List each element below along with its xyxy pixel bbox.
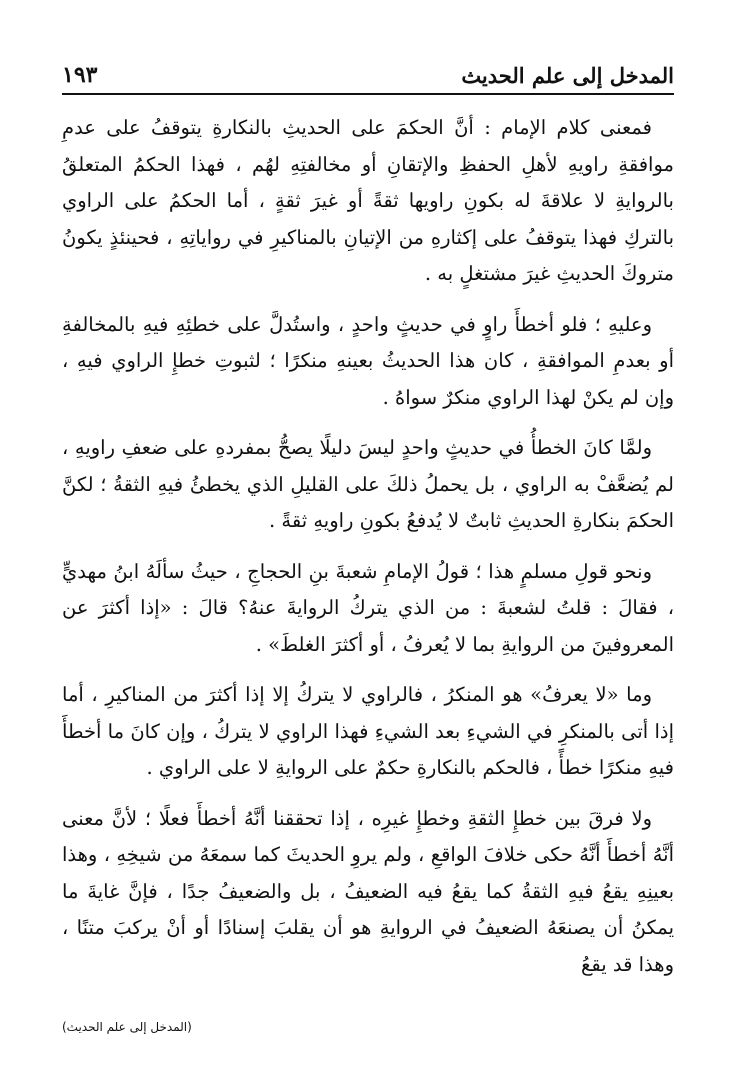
paragraph: وعليهِ ؛ فلو أخطأَ راوٍ في حديثٍ واحدٍ ، واستُدلَّ على خطئِهِ فيهِ بالمخالفةِ أو بعدمِ الموافقةِ ، كان هذا الحديثُ بعينهِ منكرًا ؛ لثبوتِ خطإِ الراوي فيهِ ، وإن لم يكنْ لهذا الراوي منكرٌ سواهُ .: [62, 312, 674, 409]
paragraph: ولا فرقَ بين خطإِ الثقةِ وخطإِ غيرِه ، إذا تحققنا أنَّهُ أخطأَ فعلًا ؛ لأنَّ معنى أنَّهُ أخطأَ أنَّهُ حكى خلافَ الواقعِ ، ولم يروِ الحديثَ كما سمعَهُ من شيخِهِ ، وهذا بعينِهِ يقعُ فيهِ الثقةُ كما يقعُ فيه الضعيفُ ، بل والضعيفُ جدًا ، فإنَّ غايةَ ما يمكنُ أن يصنعَهُ الضعيفُ في الروايةِ هو أن يقلبَ إسنادًا أو أنْ يركبَ متنًا ، وهذا قد يقعُ: [62, 806, 674, 976]
page-number: ١٩٣: [62, 62, 98, 88]
body-text: [62, 110, 674, 997]
paragraph: ولمَّا كانَ الخطأُ في حديثٍ واحدٍ ليسَ دليلًا يصحُّ بمفردهِ على ضعفِ راويهِ ، لم يُضعَّفْ به الراوي ، بل يحملُ ذلكَ على القليلِ الذي يخطئُ فيهِ الثقةُ ؛ لكنَّ الحكمَ بنكارةِ الحديثِ ثابتٌ لا يُدفعُ بكونِ راويهِ ثقةً .: [62, 436, 674, 532]
paragraph: فمعنى كلام الإمام : أنَّ الحكمَ على الحديثِ بالنكارةِ يتوقفُ على عدمِ موافقةِ راويهِ لأهلِ الحفظِ والإتقانِ أو مخالفتِهِ لهُم ، فهذا الحكمُ المتعلقُ بالروايةِ لا علاقةَ له بكونِ راويها ثقةً أو غيرَ ثقةٍ ، أما الحكمُ على الراوي بالتركِ فهذا يتوقفُ على إكثارهِ من الإتيانِ بالمناكيرِ في رواياتِهِ ، فحينئذٍ يكونُ متروكَ الحديثِ غيرَ مشتغلٍ به .: [62, 116, 674, 285]
header-divider: [62, 93, 674, 95]
paragraph: وما «لا يعرفُ» هو المنكرُ ، فالراوي لا يتركُ إلا إذا أكثرَ من المناكيرِ ، أما إذا أتى بالمنكرِ في الشيءِ بعد الشيءِ فهذا الراوي لا يتركُ ، وإن كانَ ما أخطأَ فيهِ منكرًا خطأً ، فالحكم بالنكارةِ حكمٌ على الروايةِ لا على الراوي .: [62, 683, 674, 779]
running-head: [62, 58, 674, 92]
footer-signature: (المدخل إلى علم الحديث): [62, 1020, 192, 1034]
book-title: المدخل إلى علم الحديث: [461, 62, 674, 88]
paragraph: ونحو قولِ مسلمٍ هذا ؛ قولُ الإمامِ شعبةَ بنِ الحجاجِ ، حيثُ سألَهُ ابنُ مهديٍّ ، فقالَ : قلتُ لشعبةَ : من الذي يتركُ الروايةَ عنهُ؟ قالَ : «إذا أكثرَ عن المعروفينَ من الروايةِ بما لا يُعرفُ ، أو أكثرَ الغلطَ» .: [62, 559, 674, 656]
